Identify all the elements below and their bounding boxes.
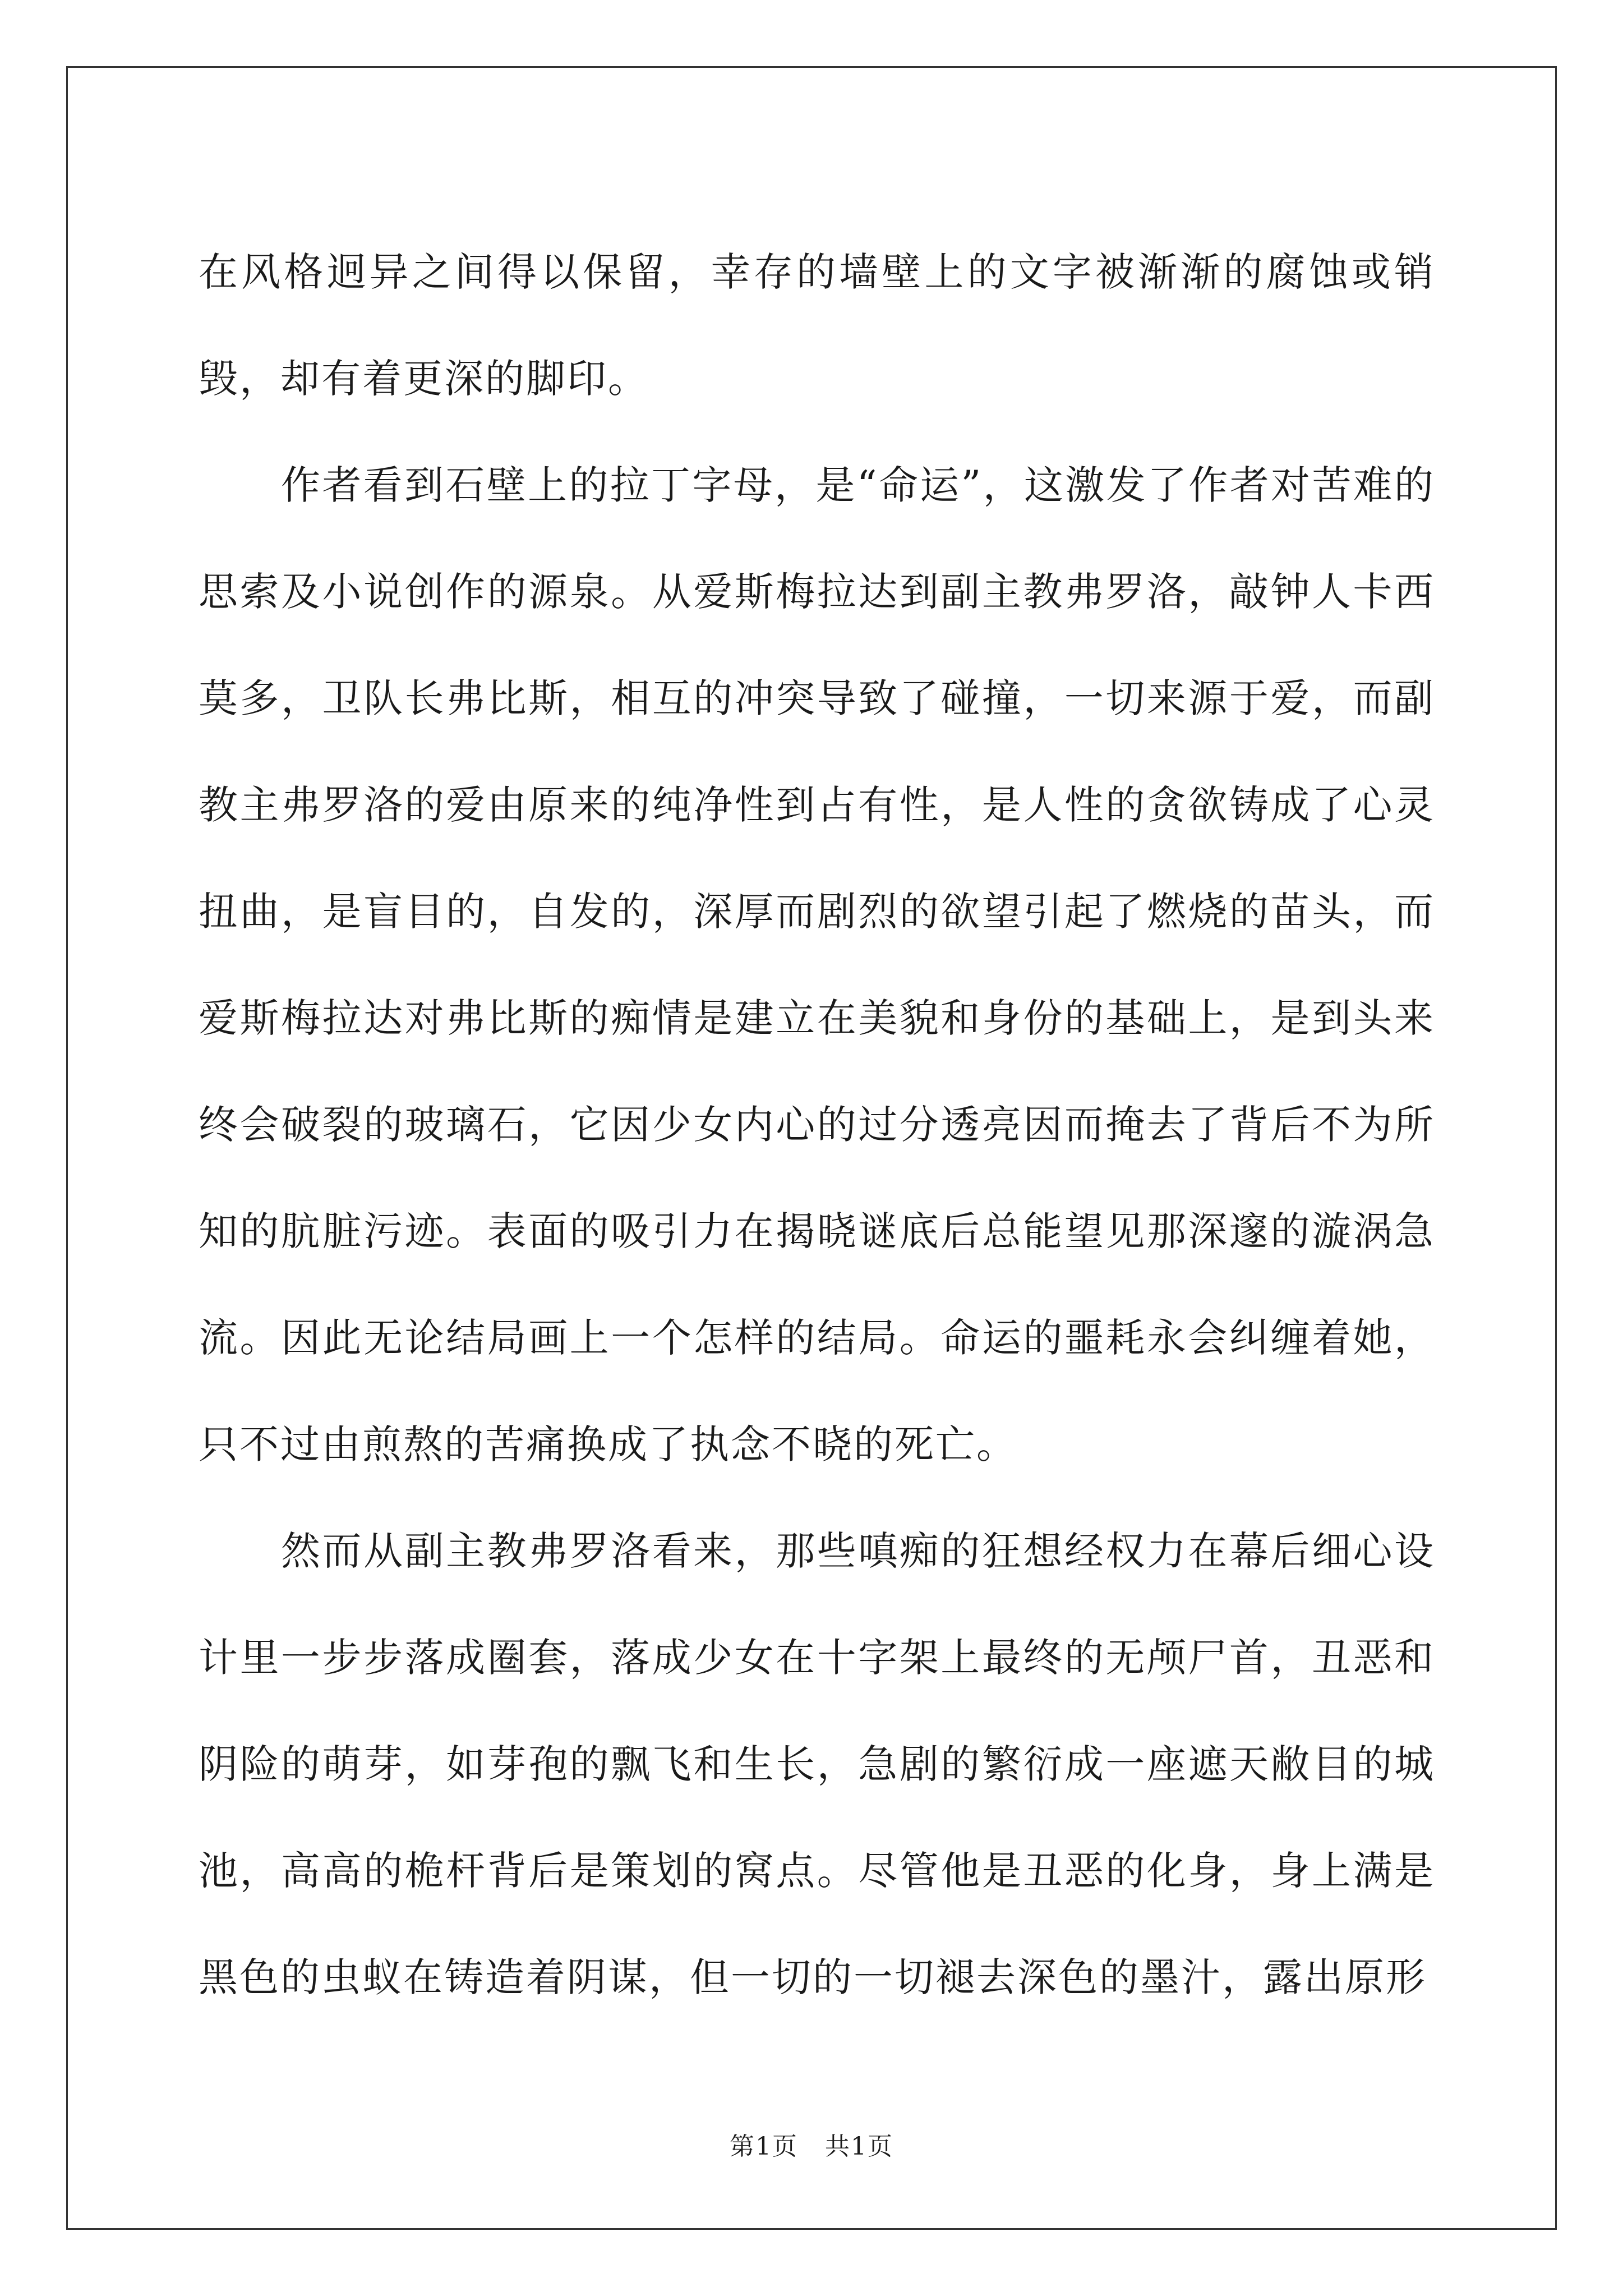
page-number: 第1页 (730, 2132, 799, 2161)
page-total: 共1页 (824, 2132, 893, 2161)
paragraph-3: 然而从副主教弗罗洛看来，那些嗔痴的狂想经权力在幕后细心设计里一步步落成圈套，落成少女在十字架上最终的无颅尸首，丑恶和阴险的萌芽，如芽孢的飘飞和生长，急剧的繁衍成一座遮天敝目的城池，高高的桅杆背后是策划的窝点。尽管他是丑恶的化身，身上满是黑色的虫蚁在铸造着阴谋，但一切的一切褪去深色的墨汁，露出原形 (199, 1528, 1435, 2000)
page-footer (0, 2126, 1623, 2162)
paragraph-1: 在风格迥异之间得以保留，幸存的墙壁上的文字被渐渐的腐蚀或销毁，却有着更深的脚印。 (199, 249, 1435, 402)
paragraph-2: 作者看到石壁上的拉丁字母，是“命运”，这激发了作者对苦难的思索及小说创作的源泉。从爱斯梅拉达到副主教弗罗洛，敲钟人卡西莫多，卫队长弗比斯，相互的冲突导致了碰撞，一切来源于爱，而副教主弗罗洛的爱由原来的纯净性到占有性，是人性的贪欲铸成了心灵扭曲，是盲目的，自发的，深厚而剧烈的欲望引起了燃烧的苗头，而爱斯梅拉达对弗比斯的痴情是建立在美貌和身份的基础上，是到头来终会破裂的玻璃石，它因少女内心的过分透亮因而掩去了背后不为所知的肮脏污迹。表面的吸引力在揭晓谜底后总能望见那深邃的漩涡急流。因此无论结局画上一个怎样的结局。命运的噩耗永会纠缠着她，只不过由煎熬的苦痛换成了执念不晓的死亡。 (199, 462, 1435, 1467)
document-body (199, 219, 1435, 2031)
